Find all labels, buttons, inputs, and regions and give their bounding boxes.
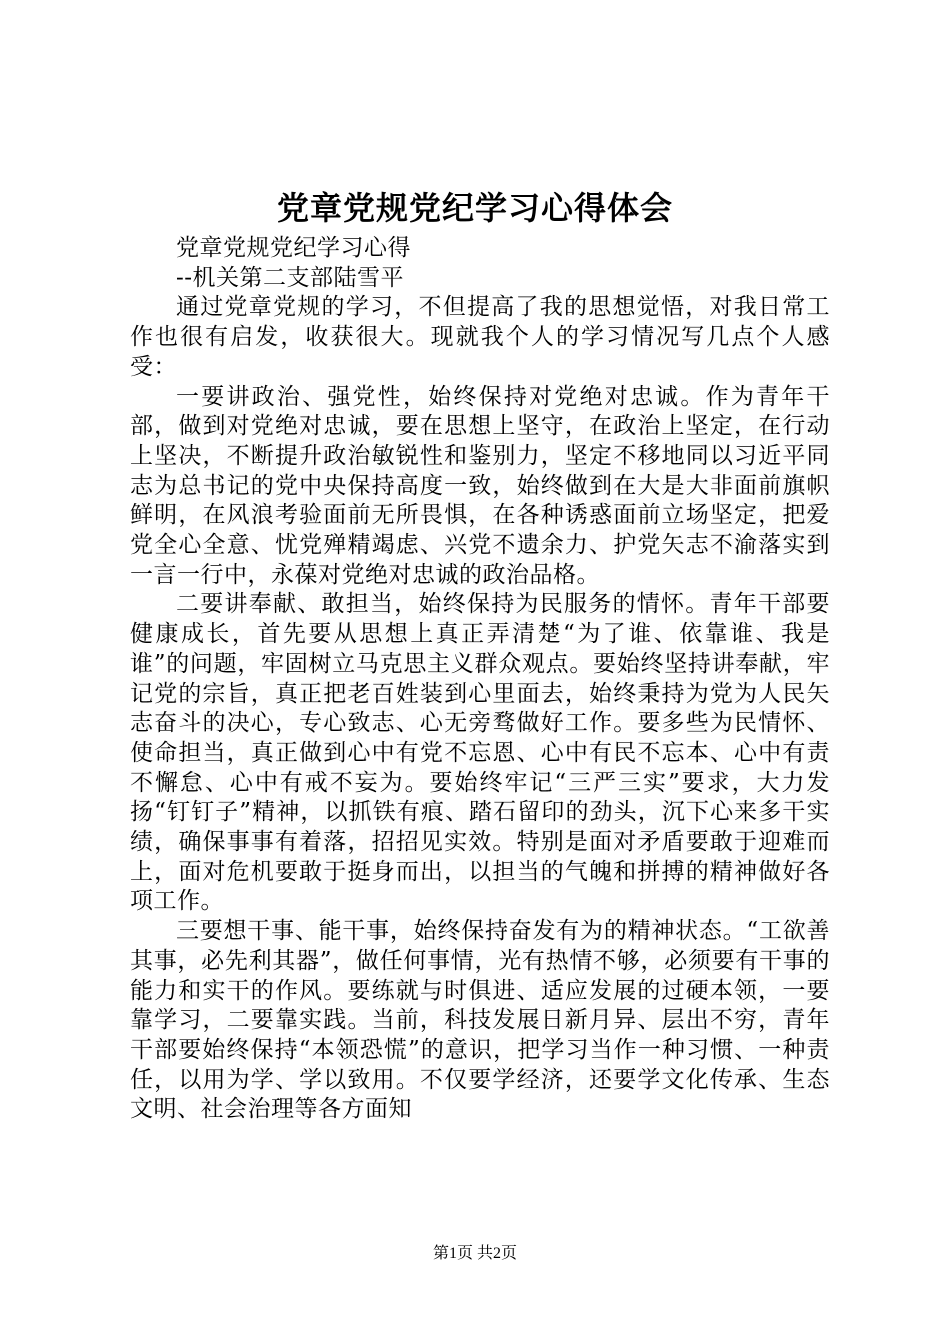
paragraph-point-one: 一要讲政治、强党性，始终保持对党绝对忠诚。作为青年干部，做到对党绝对忠诚，要在思想上坚守，在政治上坚定，在行动上坚决，不断提升政治敏锐性和鉴别力，坚定不移地同以习近平同志为总书记的党中央保持高度一致，始终做到在大是大非面前旗帜鲜明，在风浪考验面前无所畏惧，在各种诱惑面前立场坚定，把爱党全心全意、忧党殚精竭虑、兴党不遗余力、护党矢志不渝落实到一言一行中，永葆对党绝对忠诚的政治品格。 — [130, 383, 830, 588]
document-body — [130, 234, 830, 1125]
document-title: 党章党规党纪学习心得体会 — [276, 189, 673, 227]
paragraph-point-two: 二要讲奉献、敢担当，始终保持为民服务的情怀。青年干部要健康成长，首先要从思想上真正弄清楚“为了谁、依靠谁、我是谁”的问题，牢固树立马克思主义群众观点。要始终坚持讲奉献，牢记党的宗旨，真正把老百姓装到心里面去，始终秉持为党为人民矢志奋斗的决心，专心致志、心无旁骛做好工作。要多些为民情怀、使命担当，真正做到心中有党不忘恩、心中有民不忘本、心中有责不懈怠、心中有戒不妄为。要始终牢记“三严三实”要求，大力发扬“钉钉子”精神，以抓铁有痕、踏石留印的劲头，沉下心来多干实绩，确保事事有着落，招招见实效。特别是面对矛盾要敢于迎难而上，面对危机要敢于挺身而出，以担当的气魄和拼搏的精神做好各项工作。 — [130, 591, 830, 915]
document-author: --机关第二支部陆雪平 — [176, 264, 405, 291]
paragraph-intro: 通过党章党规的学习，不但提高了我的思想觉悟，对我日常工作也很有启发，收获很大。现就我个人的学习情况写几点个人感受： — [130, 294, 830, 380]
page-number-footer: 第1页 共2页 — [432, 1245, 517, 1262]
paragraph-point-three: 三要想干事、能干事，始终保持奋发有为的精神状态。“工欲善其事，必先利其器”，做任何事情，光有热情不够，必须要有干事的能力和实干的作风。要练就与时俱进、适应发展的过硬本领，一要靠学习，二要靠实践。当前，科技发展日新月异、层出不穷，青年干部要始终保持“本领恐慌”的意识，把学习当作一种习惯、一种责任，以用为学、学以致用。不仅要学经济，还要学文化传承、生态文明、社会治理等各方面知 — [130, 918, 830, 1123]
document-subtitle: 党章党规党纪学习心得 — [176, 235, 411, 261]
